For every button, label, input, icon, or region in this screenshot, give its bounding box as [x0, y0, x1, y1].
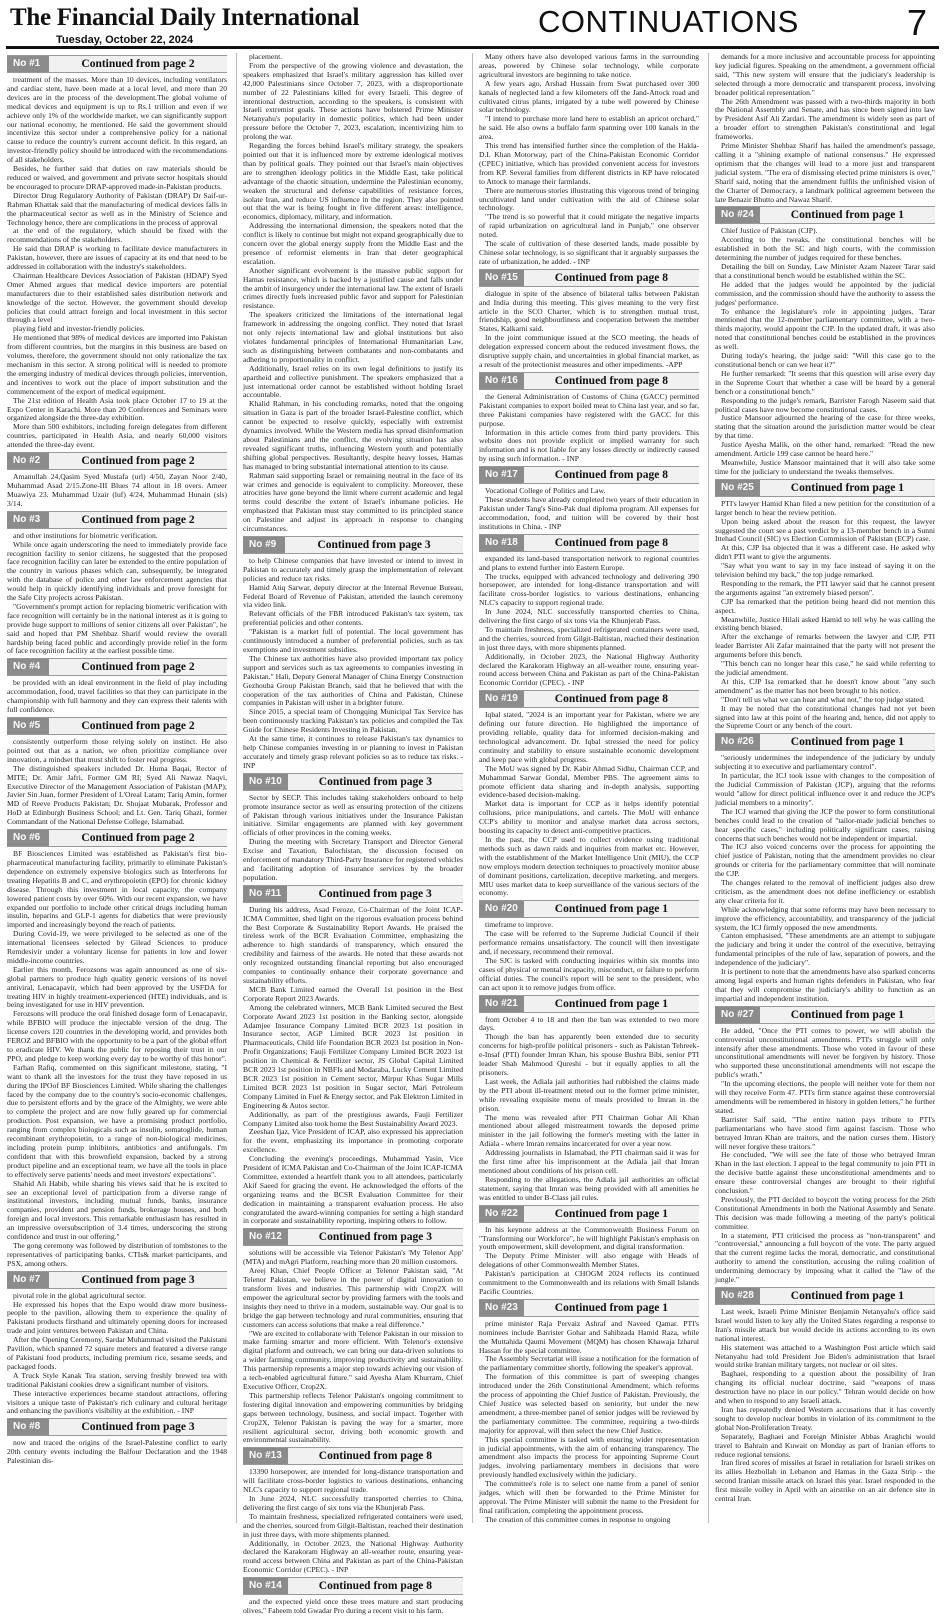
- article-continuation: [243, 885, 463, 1227]
- article-paragraph: To maintain freshness, specialized refrigerated containers were used, and the cherries, sourced from Gilgit-Baltistan, reached their destination in just three days, with more shipments planned.: [243, 1511, 463, 1539]
- continuation-header: [7, 55, 227, 73]
- article-paragraph: The trucks, equipped with advanced technology and delivering 390 horsepower, are intended for long-distance transportation and will facilitate cross-border logistics to various destinations, enhancing NLC's capacity to support regional trade.: [479, 571, 699, 608]
- article-paragraph: In June 2024, NLC successfully transported cherries to China, delivering the first cargo of six tons via the Khunjerab Pass.: [243, 1494, 463, 1512]
- article-paragraph: The changes related to the removal of inefficient judges also drew criticism, as the amendment does not define inefficiency or establish any clear criteria for it.: [715, 878, 935, 905]
- article-paragraph: MCB Bank Limited earned the Overall 1st position in the Best Corporate Report 2023 Awards.: [243, 984, 463, 1003]
- article-paragraph: Director Drug Regulatory Authority of Pakistan (DRAP) Dr Saif-ur-Rahman Khattak said that the manufacturing of medical devices falls in the pharmaceutical sector as well as in the Ministry of Science and Technology hence, there are complications in the process of approval: [7, 190, 227, 227]
- article-paragraph: "I intend to purchase more land here to establish an apricot orchard," he said. He also owns a buffalo farm spanning over 100 kanals in the area.: [479, 114, 699, 142]
- continuation-number: No #5: [7, 718, 49, 734]
- continuation-header: [7, 452, 227, 470]
- continuation-header: [715, 733, 935, 751]
- article-paragraph: It may be noted that the constitutional changes had not yet been signed into law at this point of the hearing and, hence, did not apply to the Supreme Court or any bench of the court.: [715, 703, 935, 731]
- continued-from-label: Continued from page 1: [554, 997, 668, 1010]
- article-paragraph: Another significant evolvement is the massive public support for Hamas resistance, which is backed by a justified cause and falls under the ambit of insurgency under the international law. The extent of Israeli crimes directly fuels increased public favor and support for Palestinian resistance.: [243, 265, 463, 311]
- article-paragraph: Detailing the bill on Sunday, Law Minister Azam Nazeer Tarar said that a constitutional bench would be established within the SC.: [715, 262, 935, 280]
- article-paragraph: Since 2015, a special team of Chongqing Municipal Tax Service has been continuously tracking Pakistan's tax policies and compiled the Tax Guide for Chinese Residents Investing in Pakistan.: [243, 707, 463, 735]
- article-paragraph: Information in this article comes from third party providers. This website does not provide explicit or implied warranty for such information and is not liable for any losses directly or indirectly caused by using such information. - INP: [479, 427, 699, 464]
- article-paragraph: This special committee is tasked with ensuring wider representation in judicial appointments, with the aim of enhancing transparency. The amendment also impacts the process for appointing Supreme Court judges, involving parliamentary members in decisions that were previously handled exclusively within the judiciary.: [479, 1434, 699, 1480]
- continuation-header: [715, 1287, 935, 1305]
- article-paragraph: He mentioned that 98% of medical devices are imported into Pakistan from different countries, but the margins in this business are based on volumes, therefore, the government should not only rationalize the tax mechanism in this sector. A strong political will is needed to promote the emerging industry of medical devices through policies, intervention, and incentives to work out the place of import substitution and the commencement of the export of medical equipment.: [7, 333, 227, 396]
- article-paragraph: After the exchange of remarks between the lawyer and CJP, PTI leader Barrister Ali Zafar maintained that the party will not present the arguments before this bench.: [715, 632, 935, 660]
- article-paragraph: "In the upcoming elections, the people will neither vote for them nor will they receive Form 47. PTI's firm stance against these controversial amendments will be remembered in history in golden letters," he further stated.: [715, 1079, 935, 1115]
- continued-from-label: Continued from page 8: [554, 536, 668, 549]
- continuation-header: [479, 269, 699, 287]
- article-paragraph: Iran fired scores of missiles at Israel in retaliation for Israeli strikes on its allies Hezbollah in Lebanon and Hamas in the Gaza Strip - the second Iranian missile attack on Israel this year. Israel responded to the first missile volley in April with an airstrike on an air defence site in central Iran.: [715, 1458, 935, 1504]
- continued-from-label: Continued from page 3: [317, 538, 431, 551]
- article-paragraph: Iran has repeatedly denied Western accusations that it has covertly sought to develop nuclear bombs in violation of its commitment to the global Non-Proliferation Treaty.: [715, 1404, 935, 1432]
- continuation-number: No #26: [715, 734, 760, 750]
- article-continuation: [243, 1447, 463, 1575]
- article-paragraph: prime minister Raja Pervaiz Ashraf and Naveed Qamar. PTI's nominees include Barrister Gohar and Sahibzada Hamid Raza, while the Muttahida Qaumi Movement (MQM) has chosen Khawaja Izharul Hassan for the special committee.: [479, 1318, 699, 1355]
- article-paragraph: dialogue in spite of the absence of bilateral talks between Pakistan and India during this meeting. This gives meaning to the very first article in the SCO Charter, which is to strengthen mutual trust, friendship, good neighbourliness and cooperation between the member States, Kalkarni said.: [479, 288, 699, 334]
- article-paragraph: The formation of this committee is part of sweeping changes introduced under the 26th Constitutional Amendment, which reforms the process of appointing the Chief Justice of Pakistan. Previously, the Chief Justice was selected based on seniority, but under the new amendment, a three-member panel of senior judges will be reviewed by the parliamentary committee. The committee, requiring a two-thirds majority for approval, will then select the new Chief Justice.: [479, 1372, 699, 1435]
- article-paragraph: The Deputy Prime Minister will also engage with Heads of delegations of other Commonwealth Member States.: [479, 1251, 699, 1270]
- continued-from-label: Continued from page 1: [790, 1290, 904, 1302]
- continued-from-label: Continued from page 3: [81, 1273, 195, 1286]
- column-1: [7, 53, 227, 1525]
- section-title: CONTINUATIONS: [538, 4, 799, 39]
- continued-from-label: Continued from page 2: [81, 455, 195, 468]
- article-paragraph: Chairman Healthcare Devices Association of Pakistan (HDAP) Syed Omer Ahmed argues that medical device importers are potential manufacturers due to their established sales distribution network and knowledge of the sector. However, the government should develop policies that could attract foreign and local investment in this sector through a level: [7, 270, 227, 325]
- article-paragraph: solutions will be accessible via Telenor Pakistan's 'My Telenor App' (MTA) and mAgri Platform, reaching more than 20 million customers.: [243, 1248, 463, 1267]
- continuation-header: [243, 885, 463, 903]
- article-paragraph: Meanwhile, Justice Hilali asked Hamid to tell why he was calling the existing bench biased.: [715, 614, 935, 633]
- article-paragraph: During Covid-19, we were privileged to be selected as one of the international licensees selected by Gilead Sciences to produce Remdesivir under a voluntary license for patients in low and lower middle-income countries.: [7, 929, 227, 965]
- article-paragraph: at the end of the regulatory, which should be fixed with the recommendations of the stakeholders.: [7, 226, 227, 245]
- article-continuation: [479, 995, 699, 1203]
- article-paragraph: Iqbal stated, "2024 is an important year for Pakistan, where we are defining our future direction. He highlighted the importance of providing reliable, quality data for informed decision-making and technological advancement. Dr. Iqbal stressed the need for policy continuity and stability to ensure sustainable economic development and keep pace with global progress.: [479, 710, 699, 764]
- article-paragraph: He further remarked: "It seems that this question will arise every day in the Supreme Court that whether a case will be heard by a general bench or a constitutional bench.": [715, 368, 935, 396]
- continued-from-label: Continued from page 3: [318, 775, 432, 788]
- continued-from-label: Continued from page 1: [554, 1301, 668, 1314]
- article-continuation: [479, 534, 699, 689]
- article-paragraph: The case will be referred to the Supreme Judicial Council if their performance remains unsatisfactory. The council will then investigate and, if necessary, recommend their removal.: [479, 929, 699, 957]
- column-4: [715, 53, 935, 1525]
- article-paragraph: Meanwhile, Justice Mansoor maintained that it will also take some time for the judiciary to understand the tweaks themselves.: [715, 457, 935, 476]
- continuation-number: No #4: [7, 659, 49, 675]
- article-paragraph: Additionally, in October 2023, the National Highway Authority declared the Karakoram Highway an all-weather route, ensuring year-round access between China and Pakistan as part of the China-Pakistan Economic Corridor (CPEC). - INP: [243, 1538, 463, 1575]
- continuation-header: [7, 1271, 227, 1289]
- continuation-number: No #24: [715, 207, 760, 223]
- article-paragraph: The 26th Amendment was passed with a two-thirds majority in both the National Assembly and Senate, and has since been signed into law by President Asif Ali Zardari. The amendment is widely seen as part of a broader effort to strengthen Pakistan's constitutional and legal frameworks.: [715, 96, 935, 142]
- article-paragraph: "Government's prompt action for replacing biometric verification with face recognition will certainly be in the national interest as it is going to provide huge support to millions of senior citizens all over Pakistan", he said and hoped that PM Shehbaz Sharif would review the overall hardship being faced public and accordingly provide relief in the form of face recognition facility at the earliest possible time.: [7, 601, 227, 656]
- article-paragraph: The committee's role is to select one name from a panel of senior judges, which will then be forwarded to the Prime Minister for approval. The Prime Minister will submit the name to the President for final ratification, completing the appointment process.: [479, 1479, 699, 1515]
- article-paragraph: In the joint communique issued at the SCO meeting, the heads of delegation expressed concern about the reduced investment flows, the disruptive supply chain, and uncertainties in global financial market, as a result of the protectionist measures and other impediments. -APP: [479, 333, 699, 369]
- article-paragraph: Separately, Baghaei and Foreign Minister Abbas Araghchi would travel to Bahrain and Kuwait on Monday as part of Iranian efforts to reduce regional tensions.: [715, 1431, 935, 1459]
- continued-from-label: Continued from page 1: [790, 736, 904, 749]
- article-paragraph: Chief Justice of Pakistan (CJP).: [721, 226, 818, 236]
- article-paragraph: the General Administration of Customs of China (GACC) permitted Pakistani companies to export boiled meat to China last year, and so far, three Pakistani companies have registered with the GACC for this purpose.: [479, 391, 699, 428]
- article-paragraph: He added, "Once the PTI comes to power, we will abolish the controversial unconstitutional amendments. PTI's struggle will only intensify after these amendments. Those who voted in favour of these unconstitutional amendments will never be forgiven by history. Those who supported these unconstitutional amendments will not escape the public's wrath.": [715, 1025, 935, 1080]
- continued-from-label: Continued from page 1: [790, 209, 904, 222]
- article-paragraph: Hamid Atiq Sarwar, deputy director at the Internal Revenue Bureau, Federal Board of Revenue of Pakistan, attended the launch ceremony via video link.: [243, 582, 463, 610]
- article-paragraph: The gong ceremony was followed by distribution of tombstones to the representatives of participating banks, CTIs& market participants, and PSX, among others.: [7, 1240, 227, 1268]
- continuation-number: No #6: [7, 830, 49, 846]
- continuation-number: No #13: [243, 1448, 288, 1464]
- article-paragraph: Canton emphasised, "These amendments are an attempt to subjugate the judiciary and bring it under the control of the executive, betraying fundamental principles of the rule of law, separation of powers, and the independence of the judiciary".: [715, 931, 935, 968]
- article-paragraph: "seriously undermines the independence of the judiciary by unduly subjecting it to executive and parliamentary control".: [715, 753, 935, 772]
- continuation-header: [7, 1418, 227, 1436]
- article-paragraph: In the past, the CCP used to collect evidence using traditional methods such as dawn raids and inquiries from market etc. However, with the establishment of the Market Intelligence Unit (MIU), the CCP now employs modern detection techniques to proactively monitor abuse of dominant positions, cartelization, deceptive marketing, and mergers. MIU uses market data to keep surveillance of the various sectors of the economy.: [479, 834, 699, 898]
- continuation-number: No #18: [479, 535, 524, 551]
- column-3: [479, 53, 699, 1525]
- article-paragraph: The Assembly Secretariat will issue a notification for the formation of the parliamentary committee shortly, following the speaker's approval.: [479, 1354, 699, 1373]
- article-paragraph: He said that DRAP is working to facilitate device manufacturers in Pakistan, however, there are issues of capacity at its end that need to be addressed in collaboration with the industry's stakeholders.: [7, 244, 227, 272]
- continuation-number: No #27: [715, 1007, 760, 1023]
- article-paragraph: expanded its land-based transportation network to regional countries and plans to extend further into Eastern Europe.: [479, 553, 699, 572]
- article-paragraph: To enhance the legislature's role in appointing judges, Tarar mentioned that the 12-member parliamentary committee, with a two-thirds majority, would appoint the CJP. In the updated draft, it was also noted that constitutional benches could be established in the provinces as well.: [715, 306, 935, 352]
- article-paragraph: Concluding the evening's proceedings, Muhammad Yasin, Vice President of ICMA Pakistan and Co-Chairman of the Joint ICAP-ICMA Committee, extended a heartfelt thank you to all attendees, particularly Akif Saeed for gracing the event. He acknowledged the efforts of the organizing teams and the BCSR Evaluation Committee for their dedication in maintaining a transparent evaluation process. He also congratulated the award-winning companies for setting a high standard in corporate and sustainability reporting, inspiring others to follow.: [243, 1154, 463, 1226]
- continued-from-label: Continued from page 2: [81, 58, 195, 70]
- article-continuation: [715, 1006, 935, 1285]
- continuation-header: [479, 372, 699, 390]
- article-paragraph: Shahid Ali Habib, while sharing his views said that he is excited to see an exceptional level of participation from a diverse range of institutional investors, including mutual funds, banks, insurance companies, provident and pension funds, brokerage houses, and both foreign and local investors. This remarkable enthusiasm has resulted in an impressive oversubscription of 3.4 times, underscoring the strong confidence and trust in our offering.": [7, 1178, 227, 1242]
- article-continuation: [479, 690, 699, 898]
- continuation-header: [715, 206, 935, 224]
- article-paragraph: In June 2024, NLC successfully transported cherries to China, delivering the first cargo of six tons via the Khunjerab Pass.: [479, 607, 699, 626]
- article-paragraph: There are numerous stories illustrating this vigorous trend of bringing uncultivated land under cultivation with the aid of Chinese solar technology.: [479, 185, 699, 213]
- continued-from-label: Continued from page 8: [318, 1580, 432, 1593]
- article-paragraph: CJP Isa remarked that the petition being heard did not mention this aspect.: [715, 596, 935, 615]
- article-paragraph: To maintain freshness, specialized refrigerated containers were used, and the cherries, sourced from Gilgit-Baltistan, reached their destination in just three days, with more shipments planned.: [479, 624, 699, 652]
- continuation-header: [243, 536, 463, 554]
- article-paragraph: Pakistan's participation at CHOGM 2024 reflects its continued commitment to the Commonwealth and its relations with Small Islands Pacific Countries.: [479, 1269, 699, 1296]
- article-continuation: [479, 372, 699, 464]
- continuation-header: [479, 690, 699, 708]
- article-paragraph: BF Biosciences Limited was established as Pakistan's first bio-pharmaceutical manufacturing facility, primarily to eliminate Pakistan's dependence on extremely expensive biologics such as Interferons for treating Hepatitis B and C, and erythropoietin (EPO) for chronic kidney disease. Through this investment in local capacity, the company lowered patient costs by over 60%. With our recent expansion, we have expanded our portfolio to include other critical drugs including human insulin, heparins and GLP-1 agents for diabetics that were previously imported and increasingly beyond the reach of patients.: [7, 849, 227, 930]
- continued-from-label: Continued from page 8: [318, 1450, 432, 1463]
- continuation-header: [479, 995, 699, 1013]
- article-paragraph: timeframe to improve.: [485, 920, 554, 930]
- article-paragraph: Last week, the Adiala jail authorities had rubbished the claims made by the PTI about ill-treatment meted out to the former prime minister, while revealing exquisite menu of meals provided to Imran in the prison.: [479, 1076, 699, 1113]
- article-paragraph: Responding to the remark, the PTI lawyer said that he cannot present the arguments against "an extremely biased person".: [715, 578, 935, 597]
- continuation-header: [715, 1006, 935, 1024]
- column-2: [243, 52, 463, 1616]
- article-paragraph: Amanullah 24,Qasim Syed Mustafa (url) 4/50, Zayan Noor 2/40, Muhammad Asad 2/15.Zone-III Blues 74 allout in 18 overs. Ameer Muawiya 23. Muhammad Uzair (luf) 4/24, Muhammad Hunain (sls) 3/14.: [7, 472, 227, 508]
- article-paragraph: Many others have also developed various farms in the surrounding areas, powered by Chinese solar technology, while corporate agricultural investors are beginning to take notice.: [479, 52, 699, 79]
- continued-from-label: Continued from page 3: [318, 887, 432, 900]
- continuation-number: No #20: [479, 901, 524, 917]
- article-paragraph: In particular, the ICJ took issue with changes to the composition of the Judicial Commission of Pakistan (JCP), arguing that the reforms would "allow for direct political influence over it and reduce the JCP's judicial members to a minority".: [715, 771, 935, 807]
- article-paragraph: Khalid Rahman, in his concluding remarks, noted that the ongoing situation in Gaza is part of the broader Israel-Palestine conflict, which cannot be expected to resolve quickly, especially with extremist dynamics involved. While the Western media has spread disinformation about Palestinians and the conflict, the evolving situation has also revealed significant truths, influencing Western youth and potentially shifting global perspectives. Resultantly, despite heavy losses, Hamas has managed to bring substantial international attention to its cause.: [243, 399, 463, 471]
- article-paragraph: be provided with an ideal environment in the field of play including accommodation, food, travel facilities so that they can participate in the championship with full harmony and they can express their talents with full confidence.: [7, 678, 227, 715]
- masthead: [6, 4, 939, 44]
- continued-from-label: Continued from page 1: [790, 481, 904, 494]
- continuation-header: [479, 1299, 699, 1317]
- article-paragraph: "The trend is so powerful that it could mitigate the negative impacts of rapid urbanization on agricultural land in Punjab," one observer noted.: [479, 212, 699, 240]
- article-paragraph: During today's hearing, the judge said: "Will this case go to the constitutional bench or can we hear it?": [715, 351, 935, 369]
- article-paragraph: now and traced the origins of the Israel-Palestine conflict to early 20th century events including the Balfour Declaration and the 1948 Palestinian dis-: [7, 1438, 227, 1466]
- article-paragraph: Relevant officials of the FBR introduced Pakistan's tax system, tax preferential policies and other contents.: [243, 609, 463, 628]
- column-divider: [708, 53, 709, 1523]
- article-paragraph: and other institutions for biometric verification.: [13, 530, 158, 540]
- article-paragraph: Last week, Israeli Prime Minister Benjamin Netanyahu's office said Israel would listen to key ally the United States regarding a response to Iran's missile attack but would decide its actions according to its own national interest.: [715, 1307, 935, 1343]
- article-paragraph: He concluded, "We will see the fate of those who betrayed Imran Khan in the last election. I appeal to the legal community to join PTI in the decisive battle against these unconstitutional amendments and to ensure these controversial changes are brought to their rightful conclusion.": [715, 1150, 935, 1196]
- continuation-number: No #10: [243, 774, 288, 790]
- continuation-header: [243, 1228, 463, 1246]
- article-paragraph: placement.: [249, 52, 283, 61]
- continued-from-label: Continued from page 8: [554, 271, 668, 284]
- article-paragraph: While once again underscoring the need to immediately provide face recognition facility to senior citizens, he suggested that the proposed face recognition facility can later be extended to the entire population of the country in various phases which can, subsequently, be integrated with the database of police and other law enforcement agencies that would help in quickly identifying individuals and prove foresight for the Safe City projects across Pakistan.: [7, 539, 227, 603]
- article-paragraph: The distinguished speakers included Dr. Huma Baqai, Rector of MITE; Dr. Amir Jafri, Former GM RI; Syed Ali Nawaz Naqvi, Executive Director of the Management Association of Pakistan (MAP); Javier Sin Juan, former President of L'Oreal Latam; Tariq Amin, former MD of Reeve Products Pakistan; Dr. Shujaat Mubarak, Professor and HoD at Edinburgh Business School; and Lt. Gen. Tariq Ghazi, former Commandant of the National Defense College, Islamabad.: [7, 763, 227, 827]
- article-paragraph: Justice Mansoor adjourned the hearing of the case for three weeks, stating that the situation around the jurisdiction matter would be clear by that time.: [715, 413, 935, 441]
- continuation-number: No #22: [479, 1206, 524, 1222]
- article-continuation: [243, 1228, 463, 1445]
- continuation-header: [7, 511, 227, 529]
- article-continuation: [243, 53, 463, 534]
- article-paragraph: PTI's lawyer Hamid Khan filed a new petition for the constitution of a larger bench to hear the review petition.: [715, 498, 935, 517]
- continuation-number: No #19: [479, 691, 524, 707]
- continued-from-label: Continued from page 3: [318, 1231, 432, 1244]
- article-paragraph: After the Opening Ceremony, Sardar Muhammad visited the Pakistani Pavilion, which spanned 72 square meters and featured a diverse range of Pakistani food products, including premium rice, sesame seeds, and packaged foods.: [7, 1335, 227, 1371]
- article-paragraph: consistently outperform those relying solely on instinct. He also pointed out that as a nation, we often prioritize compliance over innovation, a mindset that must shift to foster real progress.: [7, 737, 227, 764]
- article-continuation: [7, 452, 227, 509]
- article-paragraph: At the same time, it continues to release Pakistan's tax dynamics to help Chinese companies investing in or planning to invest in Pakistan accurately and timely grasp relevant policies so as to reduce tax risks. - INP: [243, 734, 463, 770]
- article-paragraph: The ICJ warned that giving the JCP the power to form constitutional benches could lead to the creation of "tailor-made judicial benches to hear specific cases," including politically significant cases, raising concerns that such benches would not be independent or impartial.: [715, 806, 935, 843]
- continuation-header: [243, 1447, 463, 1465]
- article-paragraph: Barrister Saif said, "The entire nation pays tribute to PTI's parliamentarians who have stood firm against fascism. Those who betrayed Imran Khan are traitors, and the nation curses them. History will never forgive these traitors.": [715, 1114, 935, 1151]
- continuation-header: [479, 534, 699, 552]
- article-continuation: [7, 511, 227, 657]
- article-continuation: [7, 717, 227, 827]
- continuation-number: No #2: [7, 453, 49, 469]
- continuation-number: No #1: [7, 56, 49, 72]
- column-divider: [236, 53, 237, 1523]
- article-continuation: [715, 733, 935, 1003]
- continuation-header: [7, 717, 227, 735]
- continuation-number: No #3: [7, 512, 49, 528]
- article-paragraph: "We are excited to collaborate with Telenor Pakistan in our mission to make farming smarter and more efficient. With Telenor's extensive digital platform and outreach, we can bring our data-driven solutions to a wider farming community, improving productivity and sustainability. This partnership represents a major step towards achieving our vision of a tech-enabled agricultural future." said Ayesha Alam Khurram, Chief Executive Officer, Crop2X.: [243, 1328, 463, 1391]
- continuation-number: No #7: [7, 1272, 49, 1288]
- article-paragraph: The ICJ also voiced concerns over the process for appointing the chief justice of Pakistan, noting that the amendment provides no clear grounds or criteria for the parliamentary committee that will nominate the CJP.: [715, 842, 935, 879]
- article-paragraph: According to the tweaks, the constitutional benches will be established in both the SC and high courts, with the commission determining the number of judges required for these benches.: [715, 235, 935, 263]
- continued-from-label: Continued from page 1: [554, 1207, 668, 1220]
- article-paragraph: At this, CJP Isa objected that it was a different case. He asked why didn't PTI want to give the arguments.: [715, 543, 935, 562]
- article-paragraph: Market data is important for CCP as it helps identify potential collusions, price manipulations, and cartels. The MoU will enhance CCP's ability to monitor and analyse market data across sectors, boosting its capacity to detect anti-competitive practices.: [479, 799, 699, 836]
- article-paragraph: Responding to the judge's remark, Barrister Farogh Naseem said that political cases have now become constitutional cases.: [715, 395, 935, 414]
- column-divider: [472, 53, 473, 1523]
- article-paragraph: During his address, Asad Feroze, Co-Chairman of the Joint ICAP-ICMA Committee, shed light on the rigorous evaluation process behind the Best Corporate & Sustainability Report Awards. He praised the tireless work of the BCR Evaluation Committee, emphasizing the adherence to high standards of transparency, which ensured the credibility and fairness of the awards. He noted that these awards not only recognized outstanding financial reporting but also encouraged companies to continually enhance their corporate governance and sustainability efforts.: [243, 904, 463, 985]
- article-paragraph: He expressed his hopes that the Expo would draw more business-people to the pavilion, allowing them to experience the quality of Pakistani products firsthand and ultimately opening doors for increased trade and joint ventures between Pakistan and China.: [7, 1299, 227, 1336]
- article-paragraph: The menu was revealed after PTI Chairman Gohar Ali Khan mentioned about alleged mistreatment towards the deposed prime minister in the jail following the former's meeting with the latter in Adiala - where Imran remains incarcerated for over a year now.: [479, 1112, 699, 1149]
- article-paragraph: Justice Ayesha Malik, on the other hand, remarked: "Read the new amendment. Article 199 case cannot be heard here.": [715, 440, 935, 459]
- article-paragraph: Upon being asked about the reason for this request, the lawyer suggested the court see a past verdict by a 13-member bench in a Sunni Ittehad Council (SIC) vs Election Commission of Pakistan (ECP) case.: [715, 516, 935, 544]
- article-paragraph: Farhan Rafiq, commented on this significant milestone, stating, "I want to thank all the investors for the trust they have reposed in us during the IPOof BF Biosciences Limited. While sharing the challenges faced by the company due to the country's socio-economic challenges, due to persistent efforts and by the grace of the Almighty, we were able to complete the project and are now fully geared up for commercial production. Post expansion, we have a promising product portfolio, ranging from complex biologicals such as insulin, somatoglide, human recombinant erythropoietin, to a range of non-biological medicines, including protein pump inhibitors, antibiotics and antifungals. I'm confident that with this brownfield expansion, backed by a strong product pipeline and an exceptional team, we have all the tools in place to effectively serve patients' needs and meet investors' expectations".: [7, 1062, 227, 1179]
- article-paragraph: The SJC is tasked with conducting inquiries within six months into cases of physical or mental incapacity, misconduct, or failure to perform official duties. The council's report will be sent to the president, who can act upon it to remove judges from office.: [479, 955, 699, 992]
- article-paragraph: It is pertinent to note that the amendments have also sparked concerns among legal experts and human rights defenders in Pakistan, who fear that they will compromise the judiciary's ability to function as an impartial and independent institution.: [715, 967, 935, 1003]
- continued-from-label: Continued from page 1: [554, 903, 668, 916]
- article-continuation: [715, 206, 935, 476]
- article-continuation: [479, 900, 699, 992]
- article-paragraph: These interactive experiences became standout attractions, offering visitors a unique taste of Pakistan's rich culinary and cultural heritage and enhancing the pavilion's visibility at the exhibition. - INP: [7, 1388, 227, 1416]
- article-paragraph: "Say what you want to say in my face instead of saying it on the television behind my back," the top judge remarked.: [715, 561, 935, 580]
- article-continuation: [479, 53, 699, 267]
- article-continuation: [479, 1205, 699, 1297]
- article-continuation: [479, 269, 699, 370]
- article-paragraph: These students have already completed two years of their education in Pakistan under Tang's Sino-Pak dual diploma program. All expenses for accommodation, food, and tuition will be covered by their host institutions in China. - INP: [479, 495, 699, 531]
- continuation-number: No #9: [243, 537, 285, 553]
- article-paragraph: His statement was attached to a Washington Post article which said Netanyahu had told President Joe Biden's administration that Israel would strike Iranian military targets, not nuclear or oil sites.: [715, 1342, 935, 1370]
- continuation-number: No #11: [243, 886, 287, 902]
- continuation-number: No #17: [479, 467, 524, 483]
- article-paragraph: The 21st edition of Health Asia took place October 17 to 19 at the Expo Center in Karachi. More than 20 Conferences and Seminars were organized alongside the three-day exhibition.: [7, 395, 227, 423]
- article-continuation: [715, 479, 935, 732]
- article-paragraph: Earlier this month, Ferozsons was again announced as one of six-global partners to produce high quality generic versions of its novel antiviral, Lenacapavir, which had been approved by the USFDA for treating HIV in highly treatment-experienced (HTE) individuals, and is being investigated for use in HIV prevention.: [7, 964, 227, 1010]
- article-paragraph: "Pakistan is a market full of potential. The local government has continuously introduced a number of preferential policies, such as tax exemptions and investment subsidies.: [243, 627, 463, 654]
- masthead-divider: [6, 46, 939, 49]
- continuation-number: No #25: [715, 480, 760, 496]
- article-paragraph: At this, CJP Isa remarked that he doesn't know about "any such amendment" as the matter has not been brought to his notice.: [715, 676, 935, 695]
- article-paragraph: The speakers criticized the limitations of the international legal framework in addressing the ongoing conflict. They noted that Israel not only rejects international law and global institutions but also violates fundamental principles of International Humanitarian Law, such as distinguishing between combatants and non-combatants and adhering to proportionality in conflict.: [243, 310, 463, 364]
- article-paragraph: pivotal role in the global agricultural sector.: [13, 1290, 147, 1300]
- continued-from-label: Continued from page 8: [554, 374, 668, 387]
- continuation-header: [243, 1577, 463, 1595]
- continued-from-label: Continued from page 3: [81, 1421, 195, 1434]
- article-paragraph: Prime Minister Shehbaz Sharif has hailed the amendment's passage, calling it a "shining example of national consensus." He expressed optimism that the changes will lead to a more just and transparent judicial system. "The era of dismissing elected prime ministers is over," Sharif said, noting that the amendment fulfils the unfinished vision of the Charter of Democracy, a landmark political agreement between the late Benazir Bhutto and Nawaz Sharif.: [715, 141, 935, 204]
- article-continuation: [479, 1299, 699, 1525]
- article-paragraph: Baghaei, responding to a question about the possibility of Iran changing its official nuclear doctrine, said "weapons of mass destruction have no place in our policy." Tehran would decide on how and when to respond to any Israeli attack.: [715, 1369, 935, 1406]
- article-paragraph: Besides, he further said that duties on raw materials should be reduced or waived, and government and private sector hospitals should be encouraged to procure DRAP-approved made-in-Pakistan products.: [7, 164, 227, 191]
- article-paragraph: The MoU was signed by Dr. Kabir Ahmad Sidhu, Chairman CCP, and Muhammad Sarwar Gondal, Member PBS. The agreement aims to promote efficient data sharing and in-depth analysis, supporting evidence-based decision-making.: [479, 763, 699, 800]
- continuation-number: No #14: [243, 1578, 288, 1594]
- article-paragraph: 13390 horsepower, are intended for long-distance transportation and will facilitate cross-border logistics to various destinations, enhancing NLC's capacity to support regional trade.: [243, 1467, 463, 1495]
- article-continuation: [243, 1577, 463, 1616]
- article-paragraph: Regarding the forces behind Israel's military strategy, the speakers pointed out that it is influenced more by extreme ideological motives than by political goals. They pointed out that Israel's main objectives are to strengthen ideology politics in the Middle East, take political advantage of the chaotic situation, undermine the Palestinian economy, weaken the structural and defense capabilities of resistance forces, isolate Iran, and reduce US influence in the region. They also pointed out that the war is being fought in five different areas: intelligence, economics, diplomacy, military, and information.: [243, 141, 463, 222]
- article-paragraph: demands for a more inclusive and accountable process for appointing key judicial figures. Speaking on the amendment, a government official said, "This new system will ensure that the judiciary's leadership is selected through a more democratic and transparent process, involving broader political representation.": [715, 52, 935, 97]
- article-paragraph: Addressing the international dimension, the speakers noted that the conflict is likely to continue but might not expand geographically due to concern over the global energy supply from the Middle East and the presence of reformist elements in Iran that deter geographical escalation.: [243, 221, 463, 266]
- continuation-header: [243, 773, 463, 791]
- article-paragraph: Addressing journalists in Islamabad, the PTI chairman said it was for the first time after his imprisonment at the Adiala jail that Imran mentioned about conditions of his prison cell.: [479, 1148, 699, 1175]
- continued-from-label: Continued from page 1: [790, 1008, 904, 1021]
- article-paragraph: More than 500 exhibitors, including foreign delegates from different countries, participated in Health Asia, and nearly 60,000 visitors attended the three-day event.: [7, 422, 227, 450]
- article-paragraph: Previously, the PTI decided to boycott the voting process for the 26th Constitutional Amendments in both the National Assembly and Senate. This decision was made following a meeting of the party's political committee.: [715, 1194, 935, 1231]
- page-number: 7: [906, 2, 927, 43]
- article-continuation: [243, 773, 463, 883]
- article-paragraph: Though the ban has apparently been extended due to security concerns for high-profile political prisoners - such as Pakistan Tehreek-e-Insaf (PTI) founder Imran Khan, his spouse Bushra Bibi, senior PTI leader Shah Mahmood Qureshi - but it equally applies to all the prisoners.: [479, 1032, 699, 1077]
- continued-from-label: Continued from page 2: [81, 661, 195, 674]
- article-continuation: [715, 1287, 935, 1504]
- continuation-header: [715, 479, 935, 497]
- article-paragraph: Additionally, as part of the prestigious awards, Fauji Fertilizer Company Limited also took home the Best Sustainability Award 2023.: [243, 1109, 463, 1128]
- article-paragraph: to help Chinese companies that have invested or intend to invest in Pakistan to accurately and timely grasp the implementation of relevant policies and reduce tax risks.: [243, 555, 463, 583]
- continued-from-label: Continued from page 2: [81, 720, 195, 732]
- article-paragraph: Responding to the allegations, the Adiala jail authorities an official statement, saying that Imran was being provided with all amenities he was entitled to under B-Class jail rules.: [479, 1174, 699, 1202]
- article-paragraph: treatment of the masses. More than 10 devices, including ventilators and cardiac stent, have been made at a local level, and more than 20 devices are in the process of the development.The global volume of medical devices and equipment is up to Rs.1 trillion and even if we achieve only 1% of the worldwide market, we can significantly support our national economy, he mentioned. He said the government should incentivize this sector under a comprehensive policy for a national cause to reduce the country's current account deficit. In this regard, an investor-friendly policy should be introduced with the recommendations of all stakeholders.: [7, 75, 227, 165]
- newspaper-title: The Financial Daily International: [10, 4, 360, 31]
- article-paragraph: from October 4 to 18 and then the ban was extended to two more days.: [479, 1014, 699, 1033]
- article-paragraph: Zeeshan Ijaz, Vice President of ICAP, also expressed his appreciation for the event, emphasizing its importance in promoting corporate excellence.: [243, 1127, 463, 1155]
- continued-from-label: Continued from page 8: [554, 469, 668, 482]
- continuation-header: [7, 829, 227, 847]
- article-continuation: [715, 53, 935, 204]
- article-paragraph: In a statement, PTI criticised the process as "non-transparent" and "controversial," announcing a full boycott of the vote. The party argued that the current regime lacks the moral, democratic, and constitutional authority to amend the constitution, accusing the ruling coalition of undermining democracy by imposing what it called the "law of the jungle.": [715, 1230, 935, 1285]
- article-paragraph: This partnership reflects Telenor Pakistan's ongoing commitment to fostering digital innovation and empowering communities by bridging gaps between technology, business, and social impact. Together with Crop2X, Telenor Pakistan is paving the way for a smarter, more resilient agricultural sector, driving both economic growth and environmental sustainability.: [243, 1390, 463, 1445]
- article-continuation: [7, 829, 227, 1269]
- continued-from-label: Continued from page 2: [81, 513, 195, 526]
- article-continuation: [243, 536, 463, 771]
- article-paragraph: Additionally, in October 2023, the National Highway Authority declared the Karakoram Highway an all-weather route, ensuring year-round access between China and Pakistan as part of the China-Pakistan Economic Corridor (CPEC). - INP: [479, 651, 699, 688]
- article-paragraph: playing field and investor-friendly policies.: [13, 324, 145, 334]
- article-paragraph: Rahman said supporting Israel or remaining neutral in the face of its war crimes and genocide is equivalent to complicity. Moreover, these atrocities have gone beyond the limit where current academic and legal terms could describe the extent of Israel's inhumane policies. He emphasized that Pakistan must stay committed to its principled stance on Palestine and adjust its approach in response to changing circumstances.: [243, 470, 463, 534]
- article-paragraph: The Chinese tax authorities have also provided important tax policy support and services such as tax agreements to companies investing in Pakistan." Hali, Deputy General Manager of China Energy Construction Gezhouba Group Pakistan Branch, said that he believed that with the cooperation of the tax authorities of China and Pakistan, Chinese companies in Pakistan will usher in a brighter future.: [243, 653, 463, 708]
- article-paragraph: and the expected yield once these trees mature and start producing olives," Faheem told Gwadar Pro during a recent visit to his farm.: [243, 1597, 463, 1616]
- article-paragraph: Among the celebrated winners, MCB Bank Limited secured the Best Corporate Award 2023 1st position in the Banking sector, alongside Adamjee Insurance Company Limited BCR 2023 1st position in Insurance sector, AGP Limited BCR 2023 1st position in Pharmaceuticals, Child life Foundation BCR 2023 1st position in Non-Profit Organizations; Fauji Fertilizer Company Limited BCR 2023 1st position in Chemical & Fertilizer sector, JS Global Capital Limited BCR 2023 1st position in NBFIs and Modaraba, Lucky Cement Limited BCR 2023 1st position in Cement sector, Mirpur Khas Sugar Mills Limited BCR 2023 1st position in Sugar sector, Mari Petroleum Company Limited in Fuel & Energy sector, and Pak Elektron Limited in Engineering & Autos sector.: [243, 1002, 463, 1110]
- article-paragraph: In his keynote address at the Commonwealth Business Forum on "Transforming our Workforce", he will highlight Pakistan's emphasis on youth empowerment, skill development, and digital transformation.: [479, 1224, 699, 1252]
- continued-from-label: Continued from page 8: [554, 693, 668, 706]
- article-paragraph: "Don't tell us what we can hear and what not," the top judge stated.: [721, 694, 925, 704]
- continuation-number: No #12: [243, 1229, 288, 1245]
- article-paragraph: A Truck Style Kanak Tea station, serving freshly brewed tea with traditional Pakistani cookies drew a significant number of visitors.: [7, 1370, 227, 1389]
- continuation-number: No #23: [479, 1300, 524, 1316]
- article-paragraph: The creation of this committee comes in response to ongoing: [485, 1514, 671, 1524]
- continuation-number: No #16: [479, 373, 524, 389]
- article-continuation: [7, 1271, 227, 1417]
- article-paragraph: The scale of cultivation of these deserted lands, made possible by Chinese solar technology, is so significant that it arguably surpasses the rate of urbanization, he added. - INP: [479, 239, 699, 266]
- continuation-header: [479, 900, 699, 918]
- article-continuation: [7, 658, 227, 715]
- article-paragraph: Sector by SECP. This includes taking stakeholders onboard to help promote insurance sector as well as ensuring protection of the citizens of Pakistan through various initiatives under the Insurance Pakistan initiative. Similar engagements are planned with key government officials of other provinces in the coming weeks.: [243, 792, 463, 838]
- article-paragraph: Ferozsons will produce the oral finished dosage form of Lenacapavir, while BFBIO will produce the injectable version of the drug. The license covers 120 countries in the developing world, and provides both FEROZ and BFBIO with the opportunity to be a part of the global effort to eradicate HIV. We thank the public for reposing their trust in our PPO, and pledge to keep working every day to be worthy of this honor".: [7, 1009, 227, 1063]
- article-paragraph: Additionally, Israel relies on its own legal definitions to justify its apartheid and collective punishment. The speakers emphasized that a just international order cannot be established without holding Israel accountable.: [243, 363, 463, 400]
- article-continuation: [479, 466, 699, 532]
- continuation-header: [479, 466, 699, 484]
- continuation-header: [7, 658, 227, 676]
- article-paragraph: He added that the judges would be appointed by the judicial commission, and the commission should have the authority to assess the judges' performance.: [715, 279, 935, 307]
- article-paragraph: A few years ago, Arshad Hussain from Swat purchased over 300 kanals of neglected land a few kilometers off the Jand-Attock road and cultivated citrus plants, irrigated by a tube well powered by Chinese solar technology.: [479, 78, 699, 115]
- article-paragraph: Areej Khan, Chief People Officer at Telenor Pakistan said, "At Telenor Pakistan, we believe in the power of digital innovation to transform lives and industries. This partnership with Crop2X will empower the agricultural sector by providing farmers with the tools and insights they need to thrive in a modern, sustainable way. Our goal is to bridge the gap between technology and rural communities, ensuring that customers can access solutions that make a real difference.": [243, 1266, 463, 1329]
- article-paragraph: "This bench can no longer hear this case," he said while referring to the judicial amendment.: [715, 659, 935, 677]
- issue-date: Tuesday, October 22, 2024: [56, 34, 194, 46]
- article-paragraph: During the meeting with Secretary Transport and Director General Excise and Taxation, Balochistan, the discussion focused on enforcement of mandatory Third-Party Insurance for registered vehicles and facilitating adoption of insurance services by the broader population.: [243, 837, 463, 882]
- continuation-number: No #28: [715, 1288, 760, 1304]
- article-continuation: [7, 55, 227, 450]
- continuation-header: [479, 1205, 699, 1223]
- continuation-number: No #21: [479, 996, 524, 1012]
- article-paragraph: Vocational College of Politics and Law.: [485, 486, 606, 496]
- continuation-number: No #15: [479, 270, 524, 286]
- article-continuation: [7, 1418, 227, 1466]
- article-paragraph: From the perspective of the growing violence and devastation, the speakers emphasized that Israel's military aggression has killed over 42,000 Palestinians since October 7, 2023, with a disproportionate number of 22 Palestinians killed for every Israeli. This degree of intentional destruction, according to the speakers, is consistent with Israeli extremist goals. These actions have bolstered Prime Minister Netanyahu's popularity in domestic politics, which had been under pressure before the October 7, 2023, escalation, incentivizing him to prolong the war.: [243, 60, 463, 142]
- article-paragraph: While acknowledging that some reforms may have been necessary to improve the efficiency, accountability, and transparency of the judicial system, the ICJ firmly opposed the new amendments.: [715, 904, 935, 932]
- continued-from-label: Continued from page 2: [81, 832, 195, 845]
- continuation-number: No #8: [7, 1419, 49, 1435]
- article-paragraph: This trend has intensified further since the completion of the Hakla-D.I. Khan Motorway, part of the China-Pakistan Economic Corridor (CPEC) initiative, which has provided convenient access for investors from KP. Several families from different districts in KP have relocated to Attock to manage their farmlands.: [479, 141, 699, 186]
